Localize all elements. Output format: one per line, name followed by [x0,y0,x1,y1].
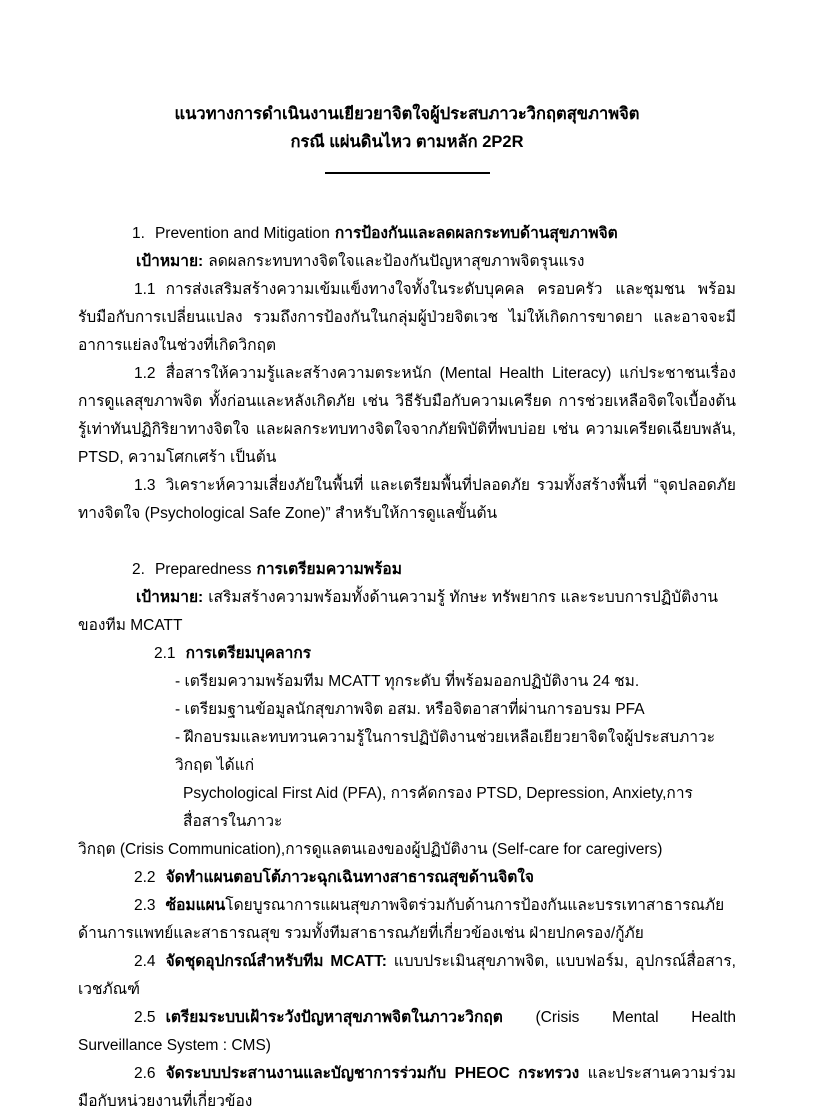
section-1-goal-label: เป้าหมาย: [136,253,204,270]
section-1-title-th: การป้องกันและลดผลกระทบด้านสุขภาพจิต [334,225,618,242]
item-2-6-bold: จัดระบบประสานงานและบัญชาการร่วมกับ PHEOC กระทรวง [165,1065,580,1082]
document-title [78,100,736,174]
section-2-title-en: Preparedness [154,561,252,578]
section-2-goal [78,584,736,640]
item-2-1 [78,640,736,668]
item-2-6-text: และประสานความร่วมมือกับหน่วยงานที่เกี่ยวข้อง [78,1065,736,1110]
item-2-4 [78,948,736,1004]
item-1-3 [78,472,736,528]
bullet-mcatt-readiness: - เตรียมความพร้อมทีม MCATT ทุกระดับ ที่พร้อมออกปฏิบัติงาน 24 ชม. [175,673,640,690]
item-1-1-text: การส่งเสริมสร้างความเข้มแข็งทางใจทั้งในระดับบุคคล ครอบครัว และชุมชน พร้อมรับมือกับการเปลี่ยนแปลง รวมถึงการป้องกันในกลุ่มผู้ป่วยจิตเวช ไม่ให้เกิดการขาดยา และอาจจะมีอาการแย่ลงในช่วงที่เกิดวิกฤต [78,281,736,354]
bullet-training-line1: - ฝึกอบรมและทบทวนความรู้ในการปฏิบัติงานช่วยเหลือเยียวยาจิตใจผู้ประสบภาวะวิกฤต ได้แก่ [175,729,716,774]
item-1-2 [78,360,736,472]
bullet-volunteer-database: - เตรียมฐานข้อมูลนักสุขภาพจิต อสม. หรือจิตอาสาที่ผ่านการอบรม PFA [175,701,645,718]
item-2-6-number: 2.6 [134,1065,156,1082]
item-2-4-bold: จัดชุดอุปกรณ์สำหรับทีม MCATT: [165,953,387,970]
section-1-heading [78,220,736,248]
section-2-goal-text: เสริมสร้างความพร้อมทั้งด้านความรู้ ทักษะ ทรัพยากร และระบบการปฏิบัติงานของทีม MCATT [78,589,719,634]
item-1-2-number: 1.2 [134,365,156,382]
section-2-heading [78,556,736,584]
item-2-6 [78,1060,736,1116]
bullet-training-line2: Psychological First Aid (PFA), การคัดกรอง PTSD, Depression, Anxiety,การสื่อสารในภาวะ [183,785,693,830]
item-1-1 [78,276,736,360]
bullet-training [78,724,736,864]
section-2-goal-label: เป้าหมาย: [136,589,204,606]
item-2-3-number: 2.3 [134,897,156,914]
item-1-1-number: 1.1 [134,281,156,298]
item-1-3-text: วิเคราะห์ความเสี่ยงภัยในพื้นที่ และเตรียมพื้นที่ปลอดภัย รวมทั้งสร้างพื้นที่ “จุดปลอดภัยทางจิตใจ (Psychological Safe Zone)” สำหรับให้การดูแลขั้นต้น [78,477,736,522]
item-2-5-number: 2.5 [134,1009,156,1026]
item-2-4-number: 2.4 [134,953,156,970]
document-title-line1: แนวทางการดำเนินงานเยียวยาจิตใจผู้ประสบภาวะวิกฤตสุขภาพจิต [174,105,640,123]
section-2-number: 2. [132,561,145,578]
item-2-5-bold: เตรียมระบบเฝ้าระวังปัญหาสุขภาพจิตในภาวะวิกฤต [165,1009,503,1026]
item-2-2-text: จัดทำแผนตอบโต้ภาวะฉุกเฉินทางสาธารณสุขด้านจิตใจ [165,869,534,886]
item-2-2 [78,864,736,892]
item-1-3-number: 1.3 [134,477,156,494]
section-1-number: 1. [132,225,145,242]
document-title-line2: กรณี แผ่นดินไหว ตามหลัก 2P2R [290,133,524,151]
item-1-2-text: สื่อสารให้ความรู้และสร้างความตระหนัก (Mental Health Literacy) แก่ประชาชนเรื่องการดูแลสุขภาพจิต ทั้งก่อนและหลังเกิดภัย เช่น วิธีรับมือกับความเครียด การช่วยเหลือจิตใจเบื้องต้น รู้เท่าทันปฏิกิริยาทางจิตใจ และผลกระทบทางจิตใจจากภัยพิบัติที่พบบ่อย เช่น ความเครียดเฉียบพลัน, PTSD, ความโศกเศร้า เป็นต้น [78,365,736,466]
title-divider [325,172,490,174]
item-2-2-number: 2.2 [134,869,156,886]
item-2-3-text: โดยบูรณาการแผนสุขภาพจิตร่วมกับด้านการป้องกันและบรรเทาสาธารณภัยด้านการแพทย์และสาธารณสุข รวมทั้งทีมสาธารณภัยที่เกี่ยวข้องเช่น ฝ่ายปกครอง/กู้ภัย [78,897,725,942]
section-1-goal [78,248,736,276]
section-2-title-th: การเตรียมความพร้อม [256,561,402,578]
item-2-3-bold: ซ้อมแผน [165,897,226,914]
item-2-5-text: (Crisis Mental Health Surveillance System : CMS) [78,1009,736,1054]
item-2-1-heading: การเตรียมบุคลากร [185,645,312,662]
item-2-3 [78,892,736,948]
item-2-5 [78,1004,736,1060]
item-2-4-text: แบบประเมินสุขภาพจิต, แบบฟอร์ม, อุปกรณ์สื่อสาร, เวชภัณฑ์ [78,953,736,998]
bullet-training-line3: วิกฤต (Crisis Communication),การดูแลตนเองของผู้ปฏิบัติงาน (Self-care for caregivers) [78,841,663,858]
item-2-1-number: 2.1 [154,645,176,662]
section-1-goal-text: ลดผลกระทบทางจิตใจและป้องกันปัญหาสุขภาพจิตรุนแรง [208,253,585,270]
section-1-title-en: Prevention and Mitigation [154,225,330,242]
